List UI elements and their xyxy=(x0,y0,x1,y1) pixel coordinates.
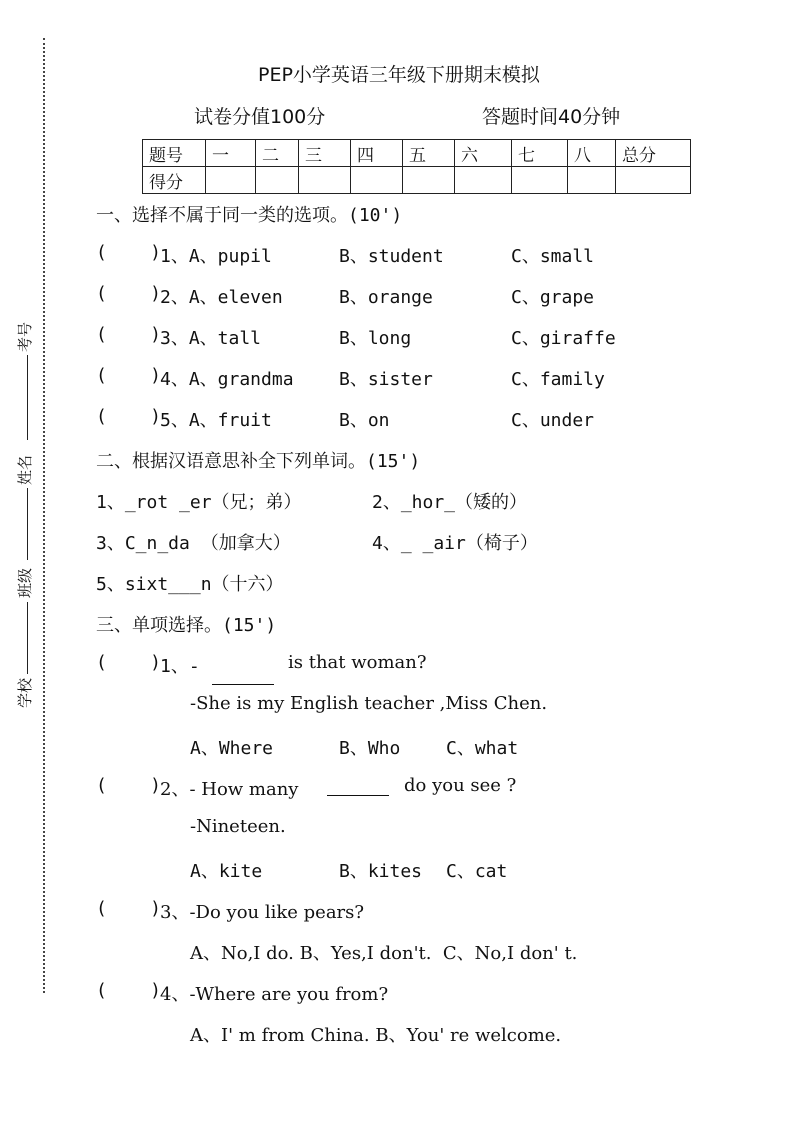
s1-q2-option-a: 2、A、eleven xyxy=(160,287,283,308)
s3-q1-option-c: C、what xyxy=(446,738,519,759)
s1-q4-option-b: B、sister xyxy=(339,369,433,390)
s3-q2-option-c: C、cat xyxy=(446,861,508,882)
s3-q2-option-b: B、kites xyxy=(339,861,423,882)
score-row-label: 得分 xyxy=(143,167,206,194)
side-label-class: 班级 xyxy=(16,567,34,598)
s3-q1-stem-b: is that woman? xyxy=(288,652,427,673)
score-cell: 六 xyxy=(455,140,512,167)
answer-paren[interactable]: ( ) xyxy=(96,283,162,304)
s2-q1: 1、_rot _er（兄；弟） xyxy=(96,492,302,513)
score-cell: 总分 xyxy=(616,140,691,167)
answer-paren[interactable]: ( ) xyxy=(96,242,162,263)
side-label-school: 学校 xyxy=(16,677,34,708)
s3-q1-option-a: A、Where xyxy=(190,738,274,759)
score-cell: 一 xyxy=(206,140,256,167)
answer-paren[interactable]: ( ) xyxy=(96,898,162,919)
class-line xyxy=(27,602,28,674)
s3-q4-options: A、I' m from China. B、You' re welcome. xyxy=(190,1025,562,1046)
s1-q3-option-b: B、long xyxy=(339,328,412,349)
s3-q4-stem: 4、-Where are you from? xyxy=(160,984,389,1005)
section2-heading: 二、根据汉语意思补全下列单词。(15') xyxy=(96,451,421,472)
section1-heading: 一、选择不属于同一类的选项。(10') xyxy=(96,205,403,226)
score-cell: 四 xyxy=(351,140,403,167)
s1-q3-option-c: C、giraffe xyxy=(511,328,616,349)
s2-q5: 5、sixt___n（十六） xyxy=(96,574,284,595)
score-cell: 七 xyxy=(512,140,568,167)
s2-q3: 3、C_n_da （加拿大） xyxy=(96,533,291,554)
score-cell: 二 xyxy=(256,140,299,167)
s3-q2-option-a: A、kite xyxy=(190,861,263,882)
score-input-cell[interactable] xyxy=(256,167,299,194)
answer-paren[interactable]: ( ) xyxy=(96,324,162,345)
answer-paren[interactable]: ( ) xyxy=(96,980,162,1001)
s1-q5-option-a: 5、A、fruit xyxy=(160,410,272,431)
score-cell: 题号 xyxy=(143,140,206,167)
s3-q3-stem: 3、-Do you like pears? xyxy=(160,902,365,923)
score-input-cell[interactable] xyxy=(455,167,512,194)
score-cell: 五 xyxy=(403,140,455,167)
page-title: PEP小学英语三年级下册期末模拟 xyxy=(258,64,540,86)
s1-q5-option-b: B、on xyxy=(339,410,390,431)
s1-q4-option-a: 4、A、grandma xyxy=(160,369,294,390)
s2-q4: 4、_ _air（椅子） xyxy=(372,533,538,554)
score-input-cell[interactable] xyxy=(206,167,256,194)
score-input-cell[interactable] xyxy=(512,167,568,194)
score-input-cell[interactable] xyxy=(568,167,616,194)
score-table xyxy=(142,139,691,194)
side-label-name: 姓名 xyxy=(16,454,34,485)
s1-q5-option-c: C、under xyxy=(511,410,595,431)
side-label-exam-no: 考号 xyxy=(16,321,34,352)
s3-q1-reply: -She is my English teacher ,Miss Chen. xyxy=(190,693,548,714)
s1-q2-option-b: B、orange xyxy=(339,287,433,308)
answer-paren[interactable]: ( ) xyxy=(96,365,162,386)
score-table-header-row xyxy=(143,140,691,167)
s3-q1-blank[interactable] xyxy=(212,666,274,685)
s1-q1-option-b: B、student xyxy=(339,246,444,267)
score-total: 试卷分值100分 xyxy=(194,106,326,128)
binding-dotted-line xyxy=(43,38,45,993)
s3-q2-blank[interactable] xyxy=(327,777,389,796)
s3-q2-stem-b: do you see ? xyxy=(404,775,517,796)
name-line xyxy=(27,488,28,560)
exam-no-line xyxy=(27,355,28,440)
s3-q2-stem-a: 2、- How many xyxy=(160,779,299,800)
s3-q3-options: A、No,I do. B、Yes,I don't. C、No,I don' t. xyxy=(190,943,578,964)
score-input-cell[interactable] xyxy=(616,167,691,194)
answer-paren[interactable]: ( ) xyxy=(96,775,162,796)
s3-q1-option-b: B、Who xyxy=(339,738,401,759)
s1-q4-option-c: C、family xyxy=(511,369,605,390)
score-table-score-row xyxy=(143,167,691,194)
score-input-cell[interactable] xyxy=(403,167,455,194)
s1-q3-option-a: 3、A、tall xyxy=(160,328,262,349)
score-input-cell[interactable] xyxy=(351,167,403,194)
answer-paren[interactable]: ( ) xyxy=(96,652,162,673)
s1-q1-option-a: 1、A、pupil xyxy=(160,246,272,267)
score-cell: 三 xyxy=(299,140,351,167)
s1-q1-option-c: C、small xyxy=(511,246,595,267)
exam-time: 答题时间40分钟 xyxy=(482,106,621,128)
answer-paren[interactable]: ( ) xyxy=(96,406,162,427)
score-cell: 八 xyxy=(568,140,616,167)
score-input-cell[interactable] xyxy=(299,167,351,194)
s2-q2: 2、_hor_（矮的） xyxy=(372,492,528,513)
section3-heading: 三、单项选择。(15') xyxy=(96,615,277,636)
s3-q2-reply: -Nineteen. xyxy=(190,816,286,837)
s3-q1-stem-a: 1、- xyxy=(160,656,200,677)
s1-q2-option-c: C、grape xyxy=(511,287,595,308)
